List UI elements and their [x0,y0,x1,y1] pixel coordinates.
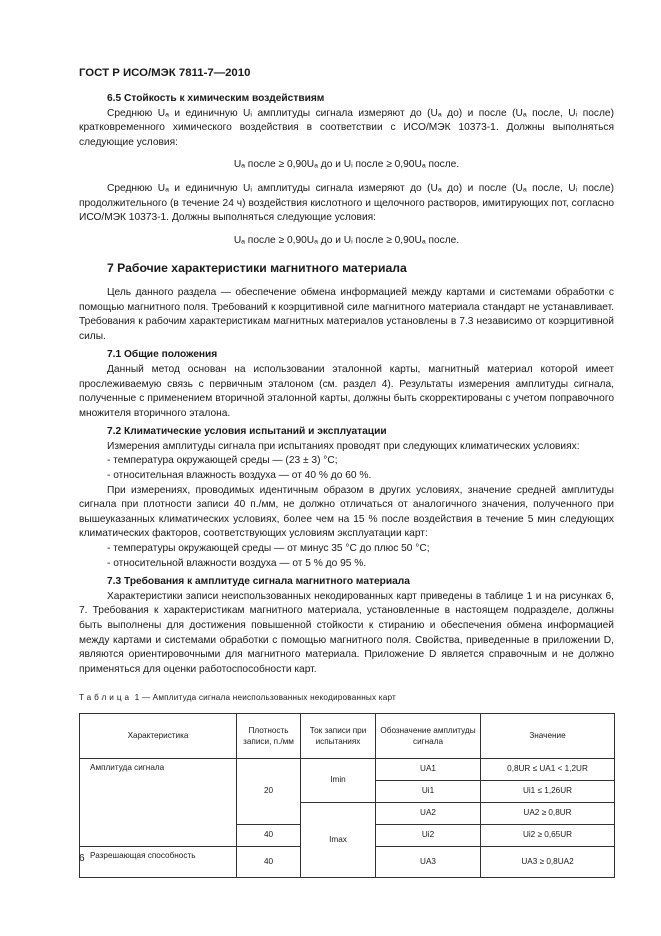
characteristic-cell: Разрешающая способность [80,846,237,877]
list-item: - температура окружающей среды — (23 ± 3) °С; [107,455,338,467]
value-cell: UA2 ≥ 0,8UR [481,802,615,824]
formula-2: Uₐ после ≥ 0,90Uₐ до и Uᵢ после ≥ 0,90Uₐ после. [233,234,460,246]
list-item: - относительной влажности воздуха — от 5 % до 95 %. [107,557,367,569]
section-7-2-title: 7.2 Климатические условия испытаний и эксплуатации [107,426,387,438]
value-cell: Ui2 ≥ 0,65UR [481,824,615,846]
section-7-1-para-1: Данный метод основан на использовании эталонной карты, магнитный материал которой имеет прослеживаемую связь с первичным эталоном (см. раздел 4). Результаты измерения амплитуды сигнала, полученные с применением вторичной эталонной карты, должны быть скорректированы с учетом поправочного множителя вторичного эталона. [79,363,614,419]
symbol-cell: UA3 [376,846,481,877]
amplitude-table [79,713,615,878]
table-row [80,758,615,780]
header-cell: Обозначение амплитуды сигнала [376,713,481,758]
page-number: 6 [79,853,85,864]
table-header-row [80,713,615,758]
density-cell: 40 [237,846,301,877]
content [79,92,614,878]
value-cell: 0,8UR ≤ UA1 < 1,2UR [481,758,615,780]
characteristic-cell: Амплитуда сигнала [80,758,237,846]
symbol-cell: Ui1 [376,780,481,802]
section-7-2-para-1: Измерения амплитуды сигнала при испытаниях проводят при следующих климатических условиях: [107,440,580,452]
document-header: ГОСТ Р ИСО/МЭК 7811-7—2010 [79,67,251,79]
value-cell: UA3 ≥ 0,8UA2 [481,846,615,877]
table-caption-label: Таблица [79,693,133,703]
header-cell: Значение [481,713,615,758]
table-caption-text: 1 — Амплитуда сигнала неиспользованных некодированных карт [134,693,397,703]
table-caption [79,691,614,706]
header-cell: Ток записи при испытаниях [301,713,376,758]
section-7-2-para-2: При измерениях, проводимых идентичным образом в других условиях, значение средней амплитуды сигнала при плотности записи 40 п./мм, не должно отличаться от аналогичного значения, полученного при вышеуказанных климатических условиях, более чем на 15 % после воздействия в течение 5 мин следующих климатических факторов, соответствующих условиям эксплуатации карт: [79,484,614,540]
section-7-para-1: Цель данного раздела — обеспечение обмена информацией между картами и системами обработки с помощью магнитного поля. Требований к коэрцитивной силе магнитного материала стандарт не устанавливает. Требования к рабочим характеристикам магнитных материалов установлены в 7.3 независимо от коэрцитивной силы. [79,286,614,342]
symbol-cell: Ui2 [376,824,481,846]
value-cell: Ui1 ≤ 1,26UR [481,780,615,802]
list-item: - относительная влажность воздуха — от 40 % до 60 %. [107,470,372,482]
density-cell: 40 [237,824,301,846]
symbol-cell: UA2 [376,802,481,824]
header-cell: Плотность записи, п./мм [237,713,301,758]
header-cell: Характеристика [80,713,237,758]
section-7-3-para-1: Характеристики записи неиспользованных некодированных карт приведены в таблице 1 и на рисунках 6, 7. Требования к характеристикам магнитного материала, установленные в настоящем подразделе, должны быть выполнены для достижения повышенной стойкости к стиранию и обеспечения обмена информацией между картами и системами обработки с помощью магнитного поля. Свойства, приведенные в приложении D, являются ориентировочными для магнитного материала. Приложение D является справочным и не должно применяться для оценки работоспособности карт. [79,590,614,675]
section-7-1-title: 7.1 Общие положения [107,349,218,361]
current-cell: Imin [301,758,376,802]
section-6-5-para-1: Среднюю Uₐ и единичную Uᵢ амплитуды сигнала измеряют до (Uₐ до) и после (Uₐ после, Uᵢ после) кратковременного химического воздействия в соответствии с ИСО/МЭК 10373-1. Должны выполняться следующие условия: [79,107,614,148]
section-7-title: 7 Рабочие характеристики магнитного материала [107,261,407,276]
list-item: - температуры окружающей среды — от минус 35 °С до плюс 50 °С; [107,543,430,555]
symbol-cell: UA1 [376,758,481,780]
section-6-5-title: 6.5 Стойкость к химическим воздействиям [107,93,325,104]
formula-1: Uₐ после ≥ 0,90Uₐ до и Uᵢ после ≥ 0,90Uₐ после. [233,159,460,171]
section-6-5-para-2: Среднюю Uₐ и единичную Uᵢ амплитуды сигнала измеряют до (Uₐ до) и после (Uₐ после, Uᵢ после) продолжительного (в течение 24 ч) воздействия кислотного и щелочного растворов, имитирующих пот, согласно ИСО/МЭК 10373-1. Должны выполняться следующие условия: [79,182,614,224]
current-cell: Imax [301,802,376,877]
density-cell: 20 [237,758,301,824]
section-7-3-title: 7.3 Требования к амплитуде сигнала магнитного материала [107,576,410,588]
